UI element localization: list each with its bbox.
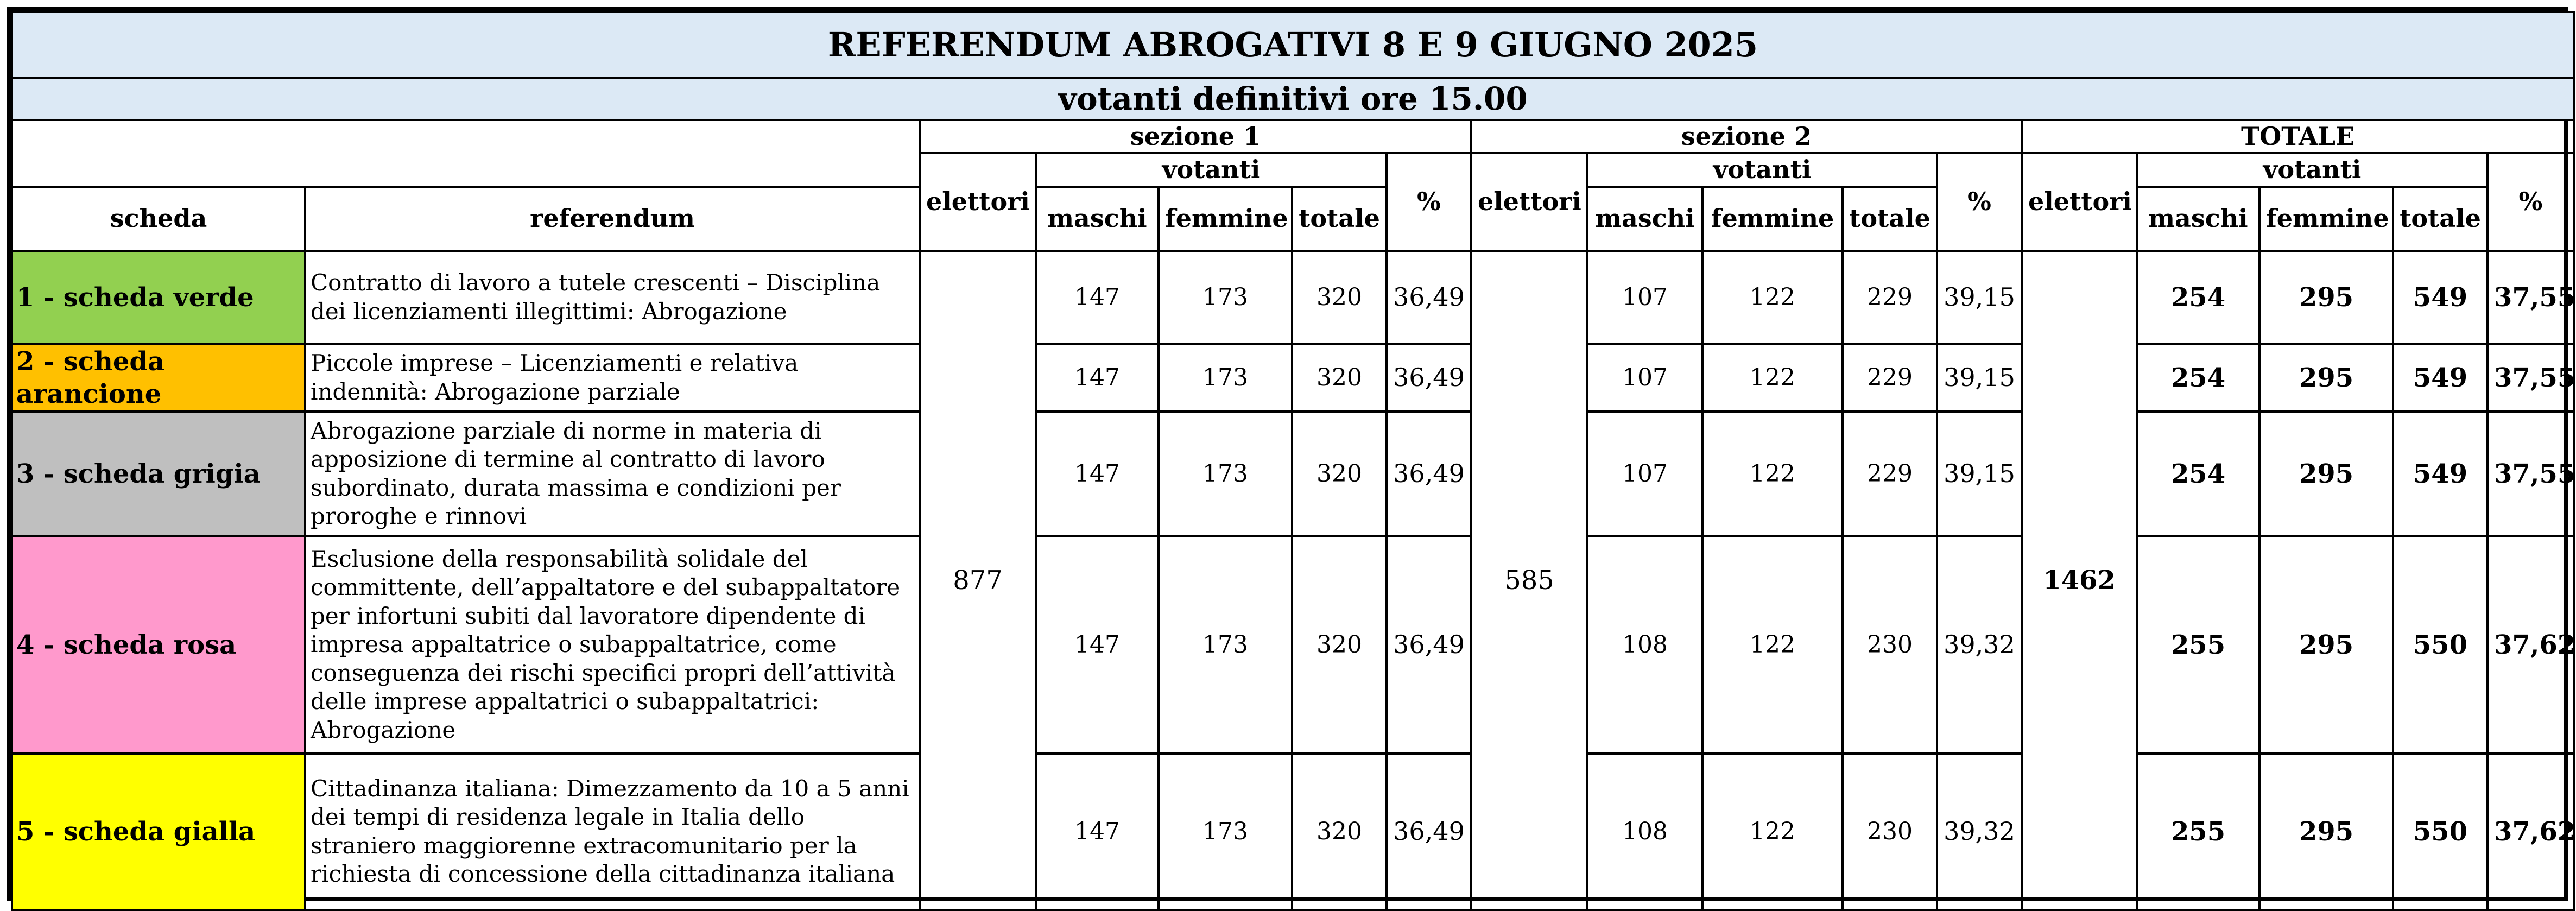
header-pct: % bbox=[1937, 153, 2022, 251]
tot-femmine: 295 bbox=[2259, 536, 2393, 754]
s1-pct: 36,49 bbox=[1387, 536, 1471, 754]
s2-femmine: 122 bbox=[1702, 344, 1843, 412]
s2-maschi: 108 bbox=[1587, 536, 1702, 754]
s2-femmine: 122 bbox=[1702, 536, 1843, 754]
elettori-sezione-2: 585 bbox=[1471, 251, 1587, 910]
s2-pct: 39,32 bbox=[1937, 536, 2022, 754]
header-femmine: femmine bbox=[1702, 187, 1843, 251]
s2-maschi: 107 bbox=[1587, 412, 1702, 536]
s1-femmine: 173 bbox=[1159, 412, 1292, 536]
tot-maschi: 254 bbox=[2137, 344, 2259, 412]
s1-totale: 320 bbox=[1292, 536, 1387, 754]
s1-femmine: 173 bbox=[1159, 754, 1292, 910]
elettori-totale: 1462 bbox=[2022, 251, 2137, 910]
tot-totale: 550 bbox=[2393, 536, 2488, 754]
scheda-label-verde: 1 - scheda verde bbox=[12, 251, 305, 344]
s2-pct: 39,32 bbox=[1937, 754, 2022, 910]
header-totale: totale bbox=[1292, 187, 1387, 251]
s2-maschi: 107 bbox=[1587, 251, 1702, 344]
s1-maschi: 147 bbox=[1036, 344, 1159, 412]
header-maschi: maschi bbox=[2137, 187, 2259, 251]
referendum-text: Esclusione della responsabilità solidale del committente, dell’appaltatore e del subappaltatore per infortuni subiti dal lavoratore dipendente di impresa appaltatrice o subappaltatrice, come conseguenza dei rischi specifici propri dell’attività delle imprese appaltatrici o subappaltatrici: Abrogazione bbox=[305, 536, 920, 754]
tot-femmine: 295 bbox=[2259, 344, 2393, 412]
header-pct: % bbox=[1387, 153, 1471, 251]
header-votanti: votanti bbox=[2137, 153, 2488, 187]
s2-maschi: 108 bbox=[1587, 754, 1702, 910]
referendum-text: Abrogazione parziale di norme in materia di apposizione di termine al contratto di lavoro subordinato, durata massima e condizioni per proroghe e rinnovi bbox=[305, 412, 920, 536]
s2-totale: 229 bbox=[1843, 344, 1937, 412]
header-femmine: femmine bbox=[1159, 187, 1292, 251]
s1-totale: 320 bbox=[1292, 412, 1387, 536]
header-elettori: elettori bbox=[1471, 153, 1587, 251]
tot-totale: 549 bbox=[2393, 344, 2488, 412]
header-maschi: maschi bbox=[1587, 187, 1702, 251]
header-sezione-2: sezione 2 bbox=[1471, 120, 2022, 154]
header-sezione-1: sezione 1 bbox=[920, 120, 1471, 154]
header-votanti: votanti bbox=[1587, 153, 1937, 187]
s1-femmine: 173 bbox=[1159, 536, 1292, 754]
header-femmine: femmine bbox=[2259, 187, 2393, 251]
elettori-sezione-1: 877 bbox=[920, 251, 1036, 910]
s1-pct: 36,49 bbox=[1387, 754, 1471, 910]
table-row bbox=[12, 754, 2574, 910]
table-row bbox=[12, 344, 2574, 412]
s1-totale: 320 bbox=[1292, 754, 1387, 910]
s2-totale: 230 bbox=[1843, 536, 1937, 754]
page-title: REFERENDUM ABROGATIVI 8 E 9 GIUGNO 2025 bbox=[12, 12, 2574, 78]
referendum-text: Piccole imprese – Licenziamenti e relativa indennità: Abrogazione parziale bbox=[305, 344, 920, 412]
s1-pct: 36,49 bbox=[1387, 344, 1471, 412]
header-maschi: maschi bbox=[1036, 187, 1159, 251]
results-table-frame bbox=[7, 7, 2576, 901]
tot-femmine: 295 bbox=[2259, 251, 2393, 344]
s1-totale: 320 bbox=[1292, 251, 1387, 344]
tot-totale: 550 bbox=[2393, 754, 2488, 910]
header-totale-group: TOTALE bbox=[2022, 120, 2574, 154]
s1-maschi: 147 bbox=[1036, 754, 1159, 910]
s1-maschi: 147 bbox=[1036, 412, 1159, 536]
s1-pct: 36,49 bbox=[1387, 412, 1471, 536]
s1-pct: 36,49 bbox=[1387, 251, 1471, 344]
tot-pct: 37,55 bbox=[2488, 412, 2574, 536]
table-row bbox=[12, 251, 2574, 344]
tot-maschi: 254 bbox=[2137, 412, 2259, 536]
s2-maschi: 107 bbox=[1587, 344, 1702, 412]
s2-femmine: 122 bbox=[1702, 412, 1843, 536]
s2-femmine: 122 bbox=[1702, 754, 1843, 910]
table-row bbox=[12, 412, 2574, 536]
s2-totale: 230 bbox=[1843, 754, 1937, 910]
s2-pct: 39,15 bbox=[1937, 412, 2022, 536]
s2-totale: 229 bbox=[1843, 412, 1937, 536]
scheda-label-rosa: 4 - scheda rosa bbox=[12, 536, 305, 754]
tot-pct: 37,55 bbox=[2488, 344, 2574, 412]
table-row bbox=[12, 536, 2574, 754]
referendum-text: Contratto di lavoro a tutele crescenti – Disciplina dei licenziamenti illegittimi: Abrogazione bbox=[305, 251, 920, 344]
page-subtitle: votanti definitivi ore 15.00 bbox=[12, 78, 2574, 120]
header-totale: totale bbox=[1843, 187, 1937, 251]
results-table bbox=[11, 11, 2575, 911]
header-elettori: elettori bbox=[920, 153, 1036, 251]
header-pct: % bbox=[2488, 153, 2574, 251]
tot-totale: 549 bbox=[2393, 251, 2488, 344]
tot-maschi: 255 bbox=[2137, 536, 2259, 754]
s1-totale: 320 bbox=[1292, 344, 1387, 412]
tot-maschi: 254 bbox=[2137, 251, 2259, 344]
scheda-label-grigia: 3 - scheda grigia bbox=[12, 412, 305, 536]
referendum-text: Cittadinanza italiana: Dimezzamento da 10 a 5 anni dei tempi di residenza legale in Italia dello straniero maggiorenne extracomunitario per la richiesta di concessione della cittadinanza italiana bbox=[305, 754, 920, 910]
tot-pct: 37,62 bbox=[2488, 754, 2574, 910]
scheda-label-gialla: 5 - scheda gialla bbox=[12, 754, 305, 910]
header-referendum: referendum bbox=[305, 187, 920, 251]
s2-pct: 39,15 bbox=[1937, 251, 2022, 344]
header-scheda: scheda bbox=[12, 187, 305, 251]
scheda-label-arancione: 2 - scheda arancione bbox=[12, 344, 305, 412]
header-votanti: votanti bbox=[1036, 153, 1387, 187]
tot-maschi: 255 bbox=[2137, 754, 2259, 910]
tot-femmine: 295 bbox=[2259, 412, 2393, 536]
header-elettori: elettori bbox=[2022, 153, 2137, 251]
s2-femmine: 122 bbox=[1702, 251, 1843, 344]
s1-femmine: 173 bbox=[1159, 344, 1292, 412]
s2-pct: 39,15 bbox=[1937, 344, 2022, 412]
s1-femmine: 173 bbox=[1159, 251, 1292, 344]
s2-totale: 229 bbox=[1843, 251, 1937, 344]
tot-femmine: 295 bbox=[2259, 754, 2393, 910]
tot-pct: 37,62 bbox=[2488, 536, 2574, 754]
tot-totale: 549 bbox=[2393, 412, 2488, 536]
header-blank bbox=[12, 120, 920, 187]
tot-pct: 37,55 bbox=[2488, 251, 2574, 344]
s1-maschi: 147 bbox=[1036, 251, 1159, 344]
header-totale: totale bbox=[2393, 187, 2488, 251]
s1-maschi: 147 bbox=[1036, 536, 1159, 754]
